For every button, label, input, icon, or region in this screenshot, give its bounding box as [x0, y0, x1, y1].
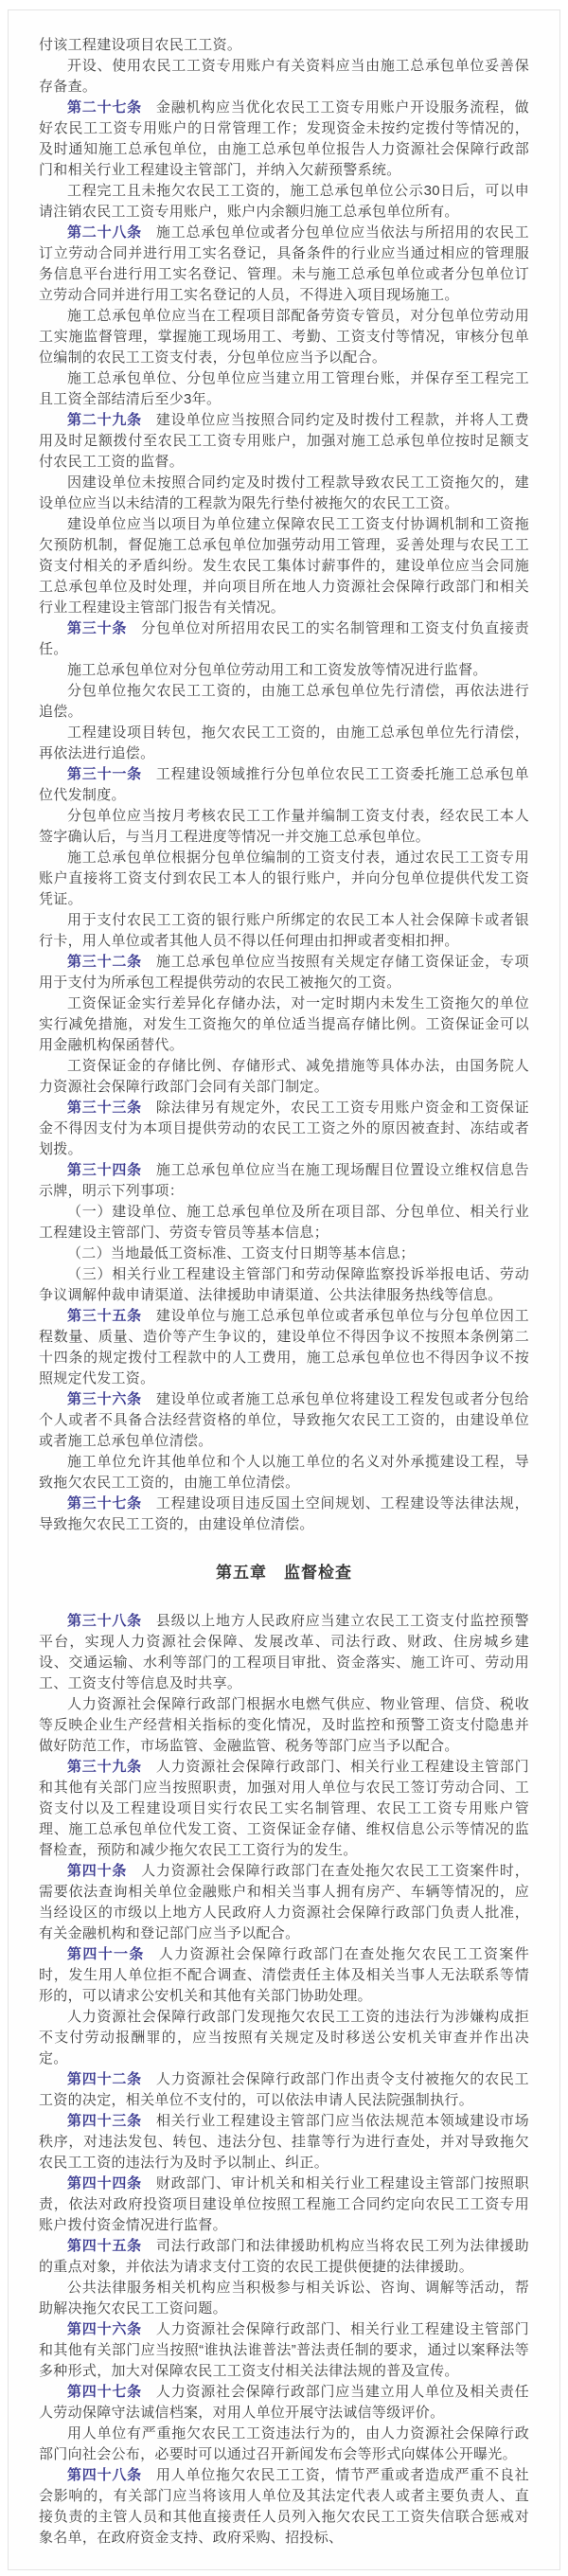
article-number: 第四十五条 [67, 2238, 142, 2254]
article-paragraph [39, 2382, 529, 2424]
article-number: 第四十四条 [67, 2175, 142, 2191]
article-text: 建设单位与施工总承包单位或者承包单位与分包单位因工程数量、质量、造价等产生争议的，建设单位不得因争议不按照本条例第二十四条的规定拨付工程款中的人工费用，施工总承包单位也不得因争议不按照规定代发工资。 [39, 1308, 529, 1386]
article-number: 第四十七条 [67, 2384, 142, 2400]
article-number: 第二十八条 [67, 224, 142, 241]
article-number: 第三十三条 [67, 1100, 142, 1116]
body-paragraph: 工程建设项目转包，拖欠农民工工资的，由施工总承包单位先行清偿，再依法进行追偿。 [39, 724, 529, 761]
body-paragraph: （三）相关行业工程建设主管部门和劳动保障监察投诉举报电话、劳动争议调解仲裁申请渠道、法律援助申请渠道、公共法律服务热线等信息。 [39, 1266, 529, 1303]
article-number: 第四十二条 [67, 2071, 142, 2087]
body-paragraph: 施工单位允许其他单位和个人以施工单位的名义对外承揽建设工程，导致拖欠农民工工资的，由施工单位清偿。 [39, 1454, 529, 1491]
body-paragraph: 分包单位拖欠农民工工资的，由施工总承包单位先行清偿，再依法进行追偿。 [39, 683, 529, 720]
body-paragraph: 施工总承包单位应当在工程项目部配备劳资专管员，对分包单位劳动用工实施监督管理，掌握施工现场用工、考勤、工资支付等情况，审核分包单位编制的农民工工资支付表，分包单位应当予以配合。 [39, 308, 529, 366]
article-paragraph [39, 1098, 529, 1160]
article-paragraph [39, 223, 529, 306]
body-paragraph: 付该工程建设项目农民工工资。 [39, 37, 242, 53]
article-number: 第四十八条 [67, 2467, 142, 2483]
article-paragraph [39, 98, 529, 181]
body-paragraph: （一）建设单位、施工总承包单位及所在项目部、分包单位、相关行业工程建设主管部门、劳资专管员等基本信息； [39, 1204, 529, 1241]
article-text: 施工总承包单位应当在施工现场醒目位置设立维权信息告示牌，明示下列事项： [39, 1162, 529, 1199]
article-paragraph [39, 1494, 529, 1535]
article-number: 第四十条 [67, 1863, 128, 1879]
body-paragraph: 用于支付农民工工资的银行账户所绑定的农民工本人社会保障卡或者银行卡，用人单位或者其他人员不得以任何理由扣押或者变相扣押。 [39, 912, 529, 949]
body-paragraph: 人力资源社会保障行政部门发现拖欠农民工工资的违法行为涉嫌构成拒不支付劳动报酬罪的，应当按照有关规定及时移送公安机关审查并作出决定。 [39, 2009, 529, 2066]
body-paragraph: 分包单位应当按月考核农民工工作量并编制工资支付表，经农民工本人签字确认后，与当月工程进度等情况一并交施工总承包单位。 [39, 808, 529, 845]
article-number: 第三十六条 [67, 1391, 142, 1407]
body-paragraph: 工程完工且未拖欠农民工工资的，施工总承包单位公示30日后，可以申请注销农民工工资专用账户，账户内余额归施工总承包单位所有。 [39, 183, 529, 220]
article-number: 第二十九条 [67, 412, 142, 428]
body-paragraph: 因建设单位未按照合同约定及时拨付工程款导致农民工工资拖欠的，建设单位应当以未结清的工程款为限先行垫付被拖欠的农民工工资。 [39, 474, 529, 511]
article-text: 人力资源社会保障行政部门在查处拖欠农民工工资案件时，发生用人单位拒不配合调查、清偿责任主体及相关当事人无法联系等情形的，可以请求公安机关和其他有关部门协助处理。 [39, 1946, 529, 2004]
article-text: 人力资源社会保障行政部门、相关行业工程建设主管部门和其他有关部门应当按照职责，加强对用人单位与农民工签订劳动合同、工资支付以及工程建设项目实行农民工实名制管理、农民工工资专用账户管理、施工总承包单位代发工资、工资保证金存储、维权信息公示等情况的监督检查，预防和减少拖欠农民工工资行为的发生。 [39, 1759, 529, 1858]
article-number: 第四十六条 [67, 2321, 142, 2337]
article-paragraph [39, 952, 529, 993]
article-number: 第三十一条 [67, 766, 142, 782]
article-text: 人力资源社会保障行政部门作出责令支付被拖欠的农民工工资的决定，相关单位不支付的，可以依法申请人民法院强制执行。 [39, 2071, 529, 2108]
article-text: 工程建设项目违反国土空间规划、工程建设等法律法规，导致拖欠农民工工资的，由建设单位清偿。 [39, 1495, 529, 1532]
article-paragraph [39, 2319, 529, 2382]
article-text: 工程建设领域推行分包单位农民工工资委托施工总承包单位代发制度。 [39, 766, 529, 803]
article-number: 第四十三条 [67, 2113, 142, 2129]
article-paragraph [39, 2236, 529, 2278]
article-number: 第四十一条 [67, 1946, 145, 1962]
article-text: 除法律另有规定外，农民工工资专用账户资金和工资保证金不得因支付为本项目提供劳动的农民工工资之外的原因被查封、冻结或者划拨。 [39, 1100, 529, 1157]
body-paragraph: 工资保证金实行差异化存储办法，对一定时期内未发生工资拖欠的单位实行减免措施，对发生工资拖欠的单位适当提高存储比例。工资保证金可以用金融机构保函替代。 [39, 995, 529, 1053]
body-paragraph: 公共法律服务相关机构应当积极参与相关诉讼、咨询、调解等活动，帮助解决拖欠农民工工资问题。 [39, 2280, 529, 2317]
article-text: 人力资源社会保障行政部门应当建立用人单位及相关责任人劳动保障守法诚信档案，对用人单位开展守法诚信等级评价。 [39, 2384, 529, 2421]
article-text: 县级以上地方人民政府应当建立农民工工资支付监控预警平台，实现人力资源社会保障、发展改革、司法行政、财政、住房城乡建设、交通运输、水利等部门的工程项目审批、资金落实、施工许可、劳动用工、工资支付等信息及时共享。 [39, 1613, 529, 1691]
body-paragraph: 人力资源社会保障行政部门根据水电燃气供应、物业管理、信贷、税收等反映企业生产经营相关指标的变化情况，及时监控和预警工资支付隐患并做好防范工作，市场监管、金融监管、税务等部门应当予以配合。 [39, 1696, 529, 1754]
body-paragraph: 用人单位有严重拖欠农民工工资违法行为的，由人力资源社会保障行政部门向社会公布，必要时可以通过召开新闻发布会等形式向媒体公开曝光。 [39, 2425, 529, 2462]
body-paragraph: 建设单位应当以项目为单位建立保障农民工工资支付协调机制和工资拖欠预防机制，督促施工总承包单位加强劳动用工管理，妥善处理与农民工工资支付相关的矛盾纠纷。发生农民工集体讨薪事件的，建设单位应当会同施工总承包单位及时处理，并向项目所在地人力资源社会保障行政部门和相关行业工程建设主管部门报告有关情况。 [39, 516, 529, 616]
article-text: 建设单位或者施工总承包单位将建设工程发包或者分包给个人或者不具备合法经营资格的单位，导致拖欠农民工工资的，由建设单位或者施工总承包单位清偿。 [39, 1391, 529, 1449]
body-paragraph: 施工总承包单位、分包单位应当建立用工管理台账，并保存至工程完工且工资全部结清后至少3年。 [39, 370, 529, 407]
article-paragraph [39, 1611, 529, 1694]
article-number: 第三十条 [67, 620, 128, 636]
body-paragraph: 施工总承包单位根据分包单位编制的工资支付表，通过农民工工资专用账户直接将工资支付到农民工本人的银行账户，并向分包单位提供代发工资凭证。 [39, 850, 529, 907]
article-number: 第三十八条 [67, 1613, 142, 1629]
page [0, 9, 568, 2570]
article-text: 财政部门、审计机关和相关行业工程建设主管部门按照职责，依法对政府投资项目建设单位按照工程施工合同约定向农民工工资专用账户拨付资金情况进行监督。 [39, 2175, 529, 2233]
article-text: 施工总承包单位或者分包单位应当依法与所招用的农民工订立劳动合同并进行用工实名登记，具备条件的行业应当通过相应的管理服务信息平台进行用工实名登记、管理。未与施工总承包单位或者分包单位订立劳动合同并进行用工实名登记的人员，不得进入项目现场施工。 [39, 224, 529, 303]
article-paragraph [39, 1944, 529, 2007]
document-frame [8, 9, 560, 2570]
article-paragraph [39, 1160, 529, 1202]
article-number: 第三十五条 [67, 1308, 142, 1324]
article-paragraph [39, 2069, 529, 2111]
article-text: 相关行业工程建设主管部门应当依法规范本领域建设市场秩序，对违法发包、转包、违法分包、挂靠等行为进行查处，并对导致拖欠农民工工资的违法行为及时予以制止、纠正。 [39, 2113, 529, 2171]
article-paragraph [39, 1306, 529, 1389]
article-text: 分包单位对所招用农民工的实名制管理和工资支付负直接责任。 [39, 620, 529, 657]
body-paragraph: （二）当地最低工资标准、工资支付日期等基本信息； [67, 1245, 416, 1261]
chapter-heading: 第五章 监督检查 [216, 1564, 352, 1582]
document-body [39, 35, 529, 2549]
article-number: 第三十二条 [67, 954, 142, 970]
article-paragraph [39, 2174, 529, 2236]
article-text: 施工总承包单位应当按照有关规定存储工资保证金，专项用于支付为所承包工程提供劳动的农民工被拖欠的工资。 [39, 954, 529, 991]
article-paragraph [39, 764, 529, 806]
body-paragraph: 工资保证金的存储比例、存储形式、减免措施等具体办法，由国务院人力资源社会保障行政部门会同有关部门制定。 [39, 1058, 529, 1095]
article-paragraph [39, 2111, 529, 2174]
article-paragraph [39, 1861, 529, 1944]
article-text: 人力资源社会保障行政部门在查处拖欠农民工工资案件时，需要依法查询相关单位金融账户和相关当事人拥有房产、车辆等情况的，应当经设区的市级以上地方人民政府人力资源社会保障行政部门负责人批准，有关金融机构和登记部门应当予以配合。 [39, 1863, 529, 1941]
article-text: 建设单位应当按照合同约定及时拨付工程款，并将人工费用及时足额拨付至农民工工资专用账户，加强对施工总承包单位按时足额支付农民工工资的监督。 [39, 412, 529, 470]
article-text: 用人单位拖欠农民工工资，情节严重或者造成严重不良社会影响的，有关部门应当将该用人单位及其法定代表人或者主要负责人、直接负责的主管人员和其他直接责任人员列入拖欠农民工工资失信联合惩戒对象名单，在政府资金支持、政府采购、招投标、 [39, 2467, 529, 2546]
article-paragraph [39, 1757, 529, 1861]
body-paragraph: 开设、使用农民工工资专用账户有关资料应当由施工总承包单位妥善保存备查。 [39, 58, 529, 95]
article-text: 人力资源社会保障行政部门、相关行业工程建设主管部门和其他有关部门应当按照“谁执法谁普法”普法责任制的要求，通过以案释法等多种形式，加大对保障农民工工资支付相关法律法规的普及宣传。 [39, 2321, 529, 2379]
article-number: 第三十四条 [67, 1162, 142, 1178]
article-text: 金融机构应当优化农民工工资专用账户开设服务流程，做好农民工工资专用账户的日常管理工作；发现资金未按约定拨付等情况的，及时通知施工总承包单位，由施工总承包单位报告人力资源社会保障行政部门和相关行业工程建设主管部门，并纳入欠薪预警系统。 [39, 99, 529, 178]
article-paragraph [39, 410, 529, 473]
article-paragraph [39, 618, 529, 660]
article-text: 司法行政部门和法律援助机构应当将农民工列为法律援助的重点对象，并依法为请求支付工资的农民工提供便捷的法律援助。 [39, 2238, 529, 2275]
article-paragraph [39, 1389, 529, 1452]
article-paragraph [39, 2465, 529, 2549]
article-number: 第二十七条 [67, 99, 142, 116]
article-number: 第三十七条 [67, 1495, 142, 1512]
article-number: 第三十九条 [67, 1759, 142, 1775]
body-paragraph: 施工总承包单位对分包单位劳动用工和工资发放等情况进行监督。 [67, 662, 488, 678]
